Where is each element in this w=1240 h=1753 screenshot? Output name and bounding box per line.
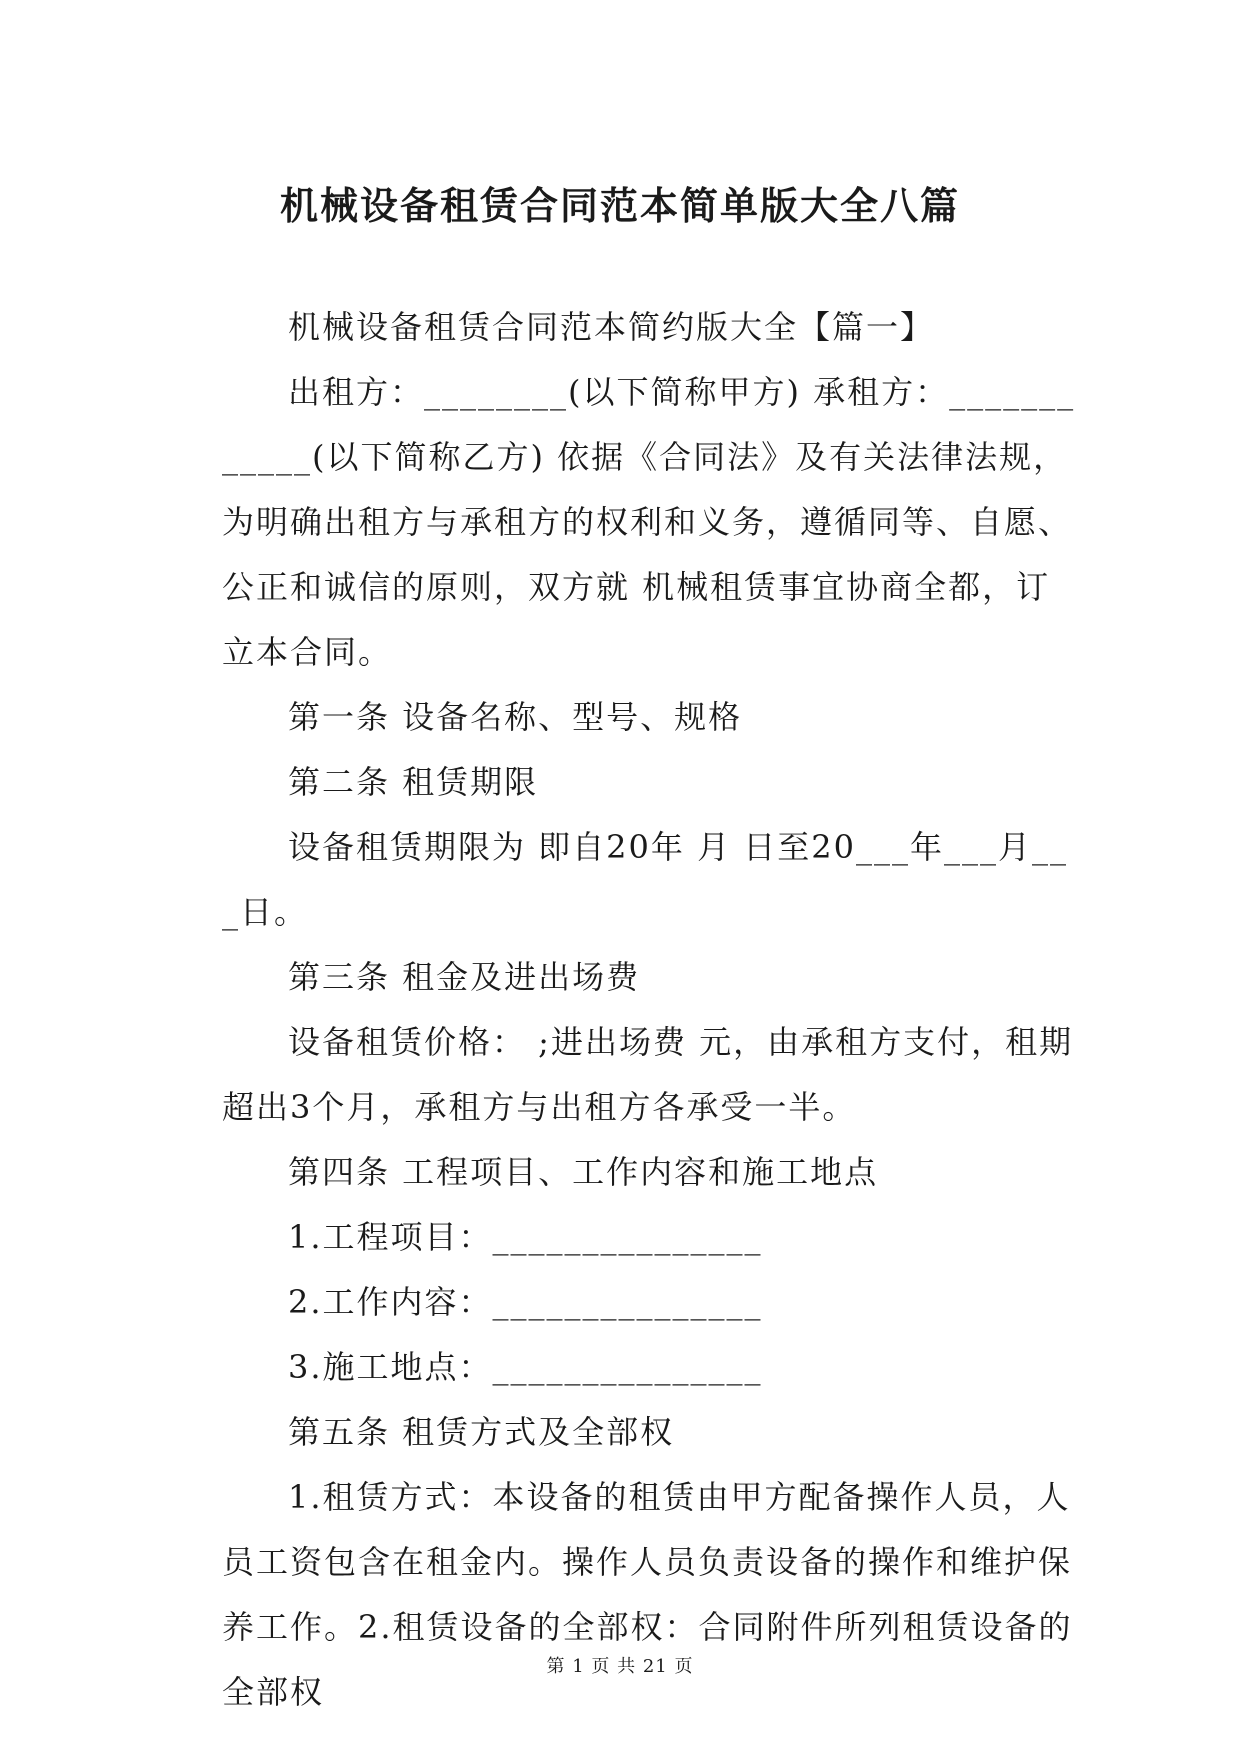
paragraph: 3.施工地点：_______________: [288, 1348, 763, 1386]
paragraph: 机械设备租赁合同范本简约版大全【篇一】: [288, 308, 935, 346]
paragraph: 2.工作内容：_______________: [288, 1283, 763, 1321]
paragraph: 第三条 租金及进出场费: [288, 958, 641, 996]
paragraph: 设备租赁期限为 即自20年 月 日至20___年___月___日。: [222, 828, 1068, 931]
paragraph: 设备租赁价格： ;进出场费 元，由承租方支付，租期超出3个月，承租方与出租方各承受一半。: [222, 1023, 1074, 1126]
paragraph: 1.工程项目：_______________: [288, 1218, 763, 1256]
page-number-footer: 第 1 页 共 21 页: [546, 1656, 694, 1677]
paragraph: 1.租赁方式：本设备的租赁由甲方配备操作人员，人员工资包含在租金内。操作人员负责设备的操作和维护保养工作。2.租赁设备的全部权：合同附件所列租赁设备的全部权: [222, 1478, 1073, 1711]
paragraph: 第一条 设备名称、型号、规格: [288, 698, 743, 736]
paragraph: 第五条 租赁方式及全部权: [288, 1413, 675, 1451]
paragraph: 第二条 租赁期限: [288, 763, 539, 801]
document-title: 机械设备租赁合同范本简单版大全八篇: [279, 184, 960, 228]
document-body: [222, 295, 1082, 1725]
paragraph: 第四条 工程项目、工作内容和施工地点: [288, 1153, 879, 1191]
paragraph: 出租方：________(以下简称甲方) 承租方：____________(以下简称乙方) 依据《合同法》及有关法律法规，为明确出租方与承租方的权利和义务，遵循同等、自愿、公正和诚信的原则，双方就 机械租赁事宜协商全都，订立本合同。: [222, 373, 1076, 671]
